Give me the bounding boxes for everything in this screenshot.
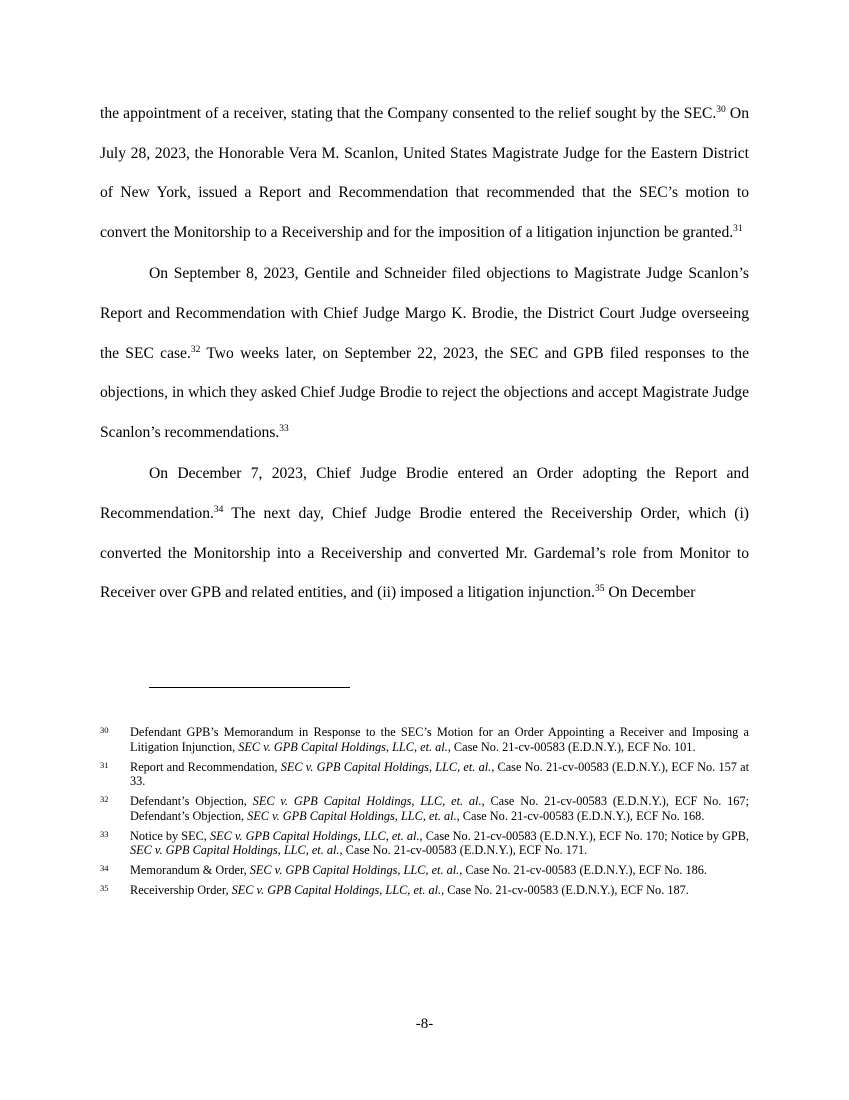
paragraph [100,254,749,452]
text-run: On July 28, 2023, the Honorable Vera M. Scanlon, United States Magistrate Judge for the Eastern District of New York, issued a Report and Recommendation that recommended that the SEC’s motion to convert the Monitorship to a Receivership and for the imposition of a litigation injunction be granted. [100,105,749,241]
footnote-number: 30 [100,725,109,735]
case-citation: SEC v. GPB Capital Holdings, LLC, et. al. [280,759,492,774]
body-text [100,94,749,613]
case-citation: SEC v. GPB Capital Holdings, LLC, et. al. [249,863,460,877]
case-citation: SEC v. GPB Capital Holdings, LLC, et. al. [231,883,442,897]
text-run: Defendant GPB’s Memorandum in Response to the SEC’s Motion for an Order Appointing a Receiver and Imposing a Litigation Injunction, [130,725,749,754]
case-citation: SEC v. GPB Capital Holdings, LLC, et. al. [252,794,482,808]
footnote-text [130,883,749,898]
text-run: On December [604,584,696,602]
footnote [100,829,749,858]
text-run: , Case No. 21-cv-00583 (E.D.N.Y.), ECF No. 168. [456,808,705,823]
page-number: -8- [415,1016,434,1032]
text-run: , Case No. 21-cv-00583 (E.D.N.Y.), ECF No. 101. [447,739,696,754]
footnote [100,794,749,823]
text-run: Two weeks later, on September 22, 2023, the SEC and GPB filed responses to the objections, in which they asked Chief Judge Brodie to reject the objections and accept Magistrate Judge Scanlon’s recommendations. [100,344,750,441]
text-run: The next day, Chief Judge Brodie entered the Receivership Order, which (i) converted the Monitorship into a Receivership and converted Mr. Gardemal’s role from Monitor to Receiver over GPB and related entities, and (ii) imposed a litigation injunction. [100,504,749,602]
text-run: Report and Recommendation, [130,759,281,774]
footnote-number: 35 [100,883,109,893]
footnote-text [130,760,749,789]
footnote-number: 31 [100,759,109,770]
case-citation: SEC v. GPB Capital Holdings, LLC, et. al. [247,808,457,823]
footnote [100,760,749,789]
text-run: , Case No. 21-cv-00583 (E.D.N.Y.), ECF No. 167; Defendant’s Objection, [130,794,749,823]
footnote [100,883,749,898]
text-run: Memorandum & Order, [130,863,250,877]
footnote-number: 33 [100,828,109,839]
text-run: , Case No. 21-cv-00583 (E.D.N.Y.), ECF No. 186. [459,863,707,877]
text-run: Notice by SEC, [130,828,210,843]
case-citation: SEC v. GPB Capital Holdings, LLC, et. al. [238,739,448,754]
footnote-text [130,725,749,754]
footnote-text [130,863,749,878]
footnote-text [130,829,749,858]
footnote-text [130,794,749,823]
text-run: On December 7, 2023, Chief Judge Brodie entered an Order adopting the Report and Recommendation. [100,465,749,522]
footnote-number: 34 [100,863,109,873]
footnote-marker: 31 [733,223,743,234]
footnote-marker: 32 [190,344,201,355]
case-citation: SEC v. GPB Capital Holdings, LLC, et. al. [130,843,340,857]
text-run: Receivership Order, [130,883,232,897]
text-run: On September 8, 2023, Gentile and Schneider filed objections to Magistrate Judge Scanlon’s Report and Recommendation with Chief Judge Margo K. Brodie, the District Court Judge overseeing the SEC case. [100,265,749,362]
footnote-marker: 35 [594,584,605,595]
text-run: Defendant’s Objection, [130,794,253,808]
footnote [100,863,749,878]
footnotes-section [100,725,749,898]
text-run: , Case No. 21-cv-00583 (E.D.N.Y.), ECF No. 170; Notice by GPB, [419,828,749,843]
footnote-marker: 33 [279,423,289,434]
footnote-separator-rule [149,687,350,688]
text-run: , Case No. 21-cv-00583 (E.D.N.Y.), ECF No. 187. [441,883,689,897]
paragraph [100,94,749,252]
text-run: the appointment of a receiver, stating that the Company consented to the relief sought by the SEC. [100,105,717,122]
paragraph [100,454,749,612]
footnote-number: 32 [100,794,109,804]
case-citation: SEC v. GPB Capital Holdings, LLC, et. al. [209,828,420,843]
text-run: , Case No. 21-cv-00583 (E.D.N.Y.), ECF No. 171. [339,843,588,857]
footnote [100,725,749,754]
footnote-marker: 34 [213,504,224,515]
text-run: , Case No. 21-cv-00583 (E.D.N.Y.), ECF No. 157 at 33. [130,759,750,788]
footnote-marker: 30 [716,105,726,115]
